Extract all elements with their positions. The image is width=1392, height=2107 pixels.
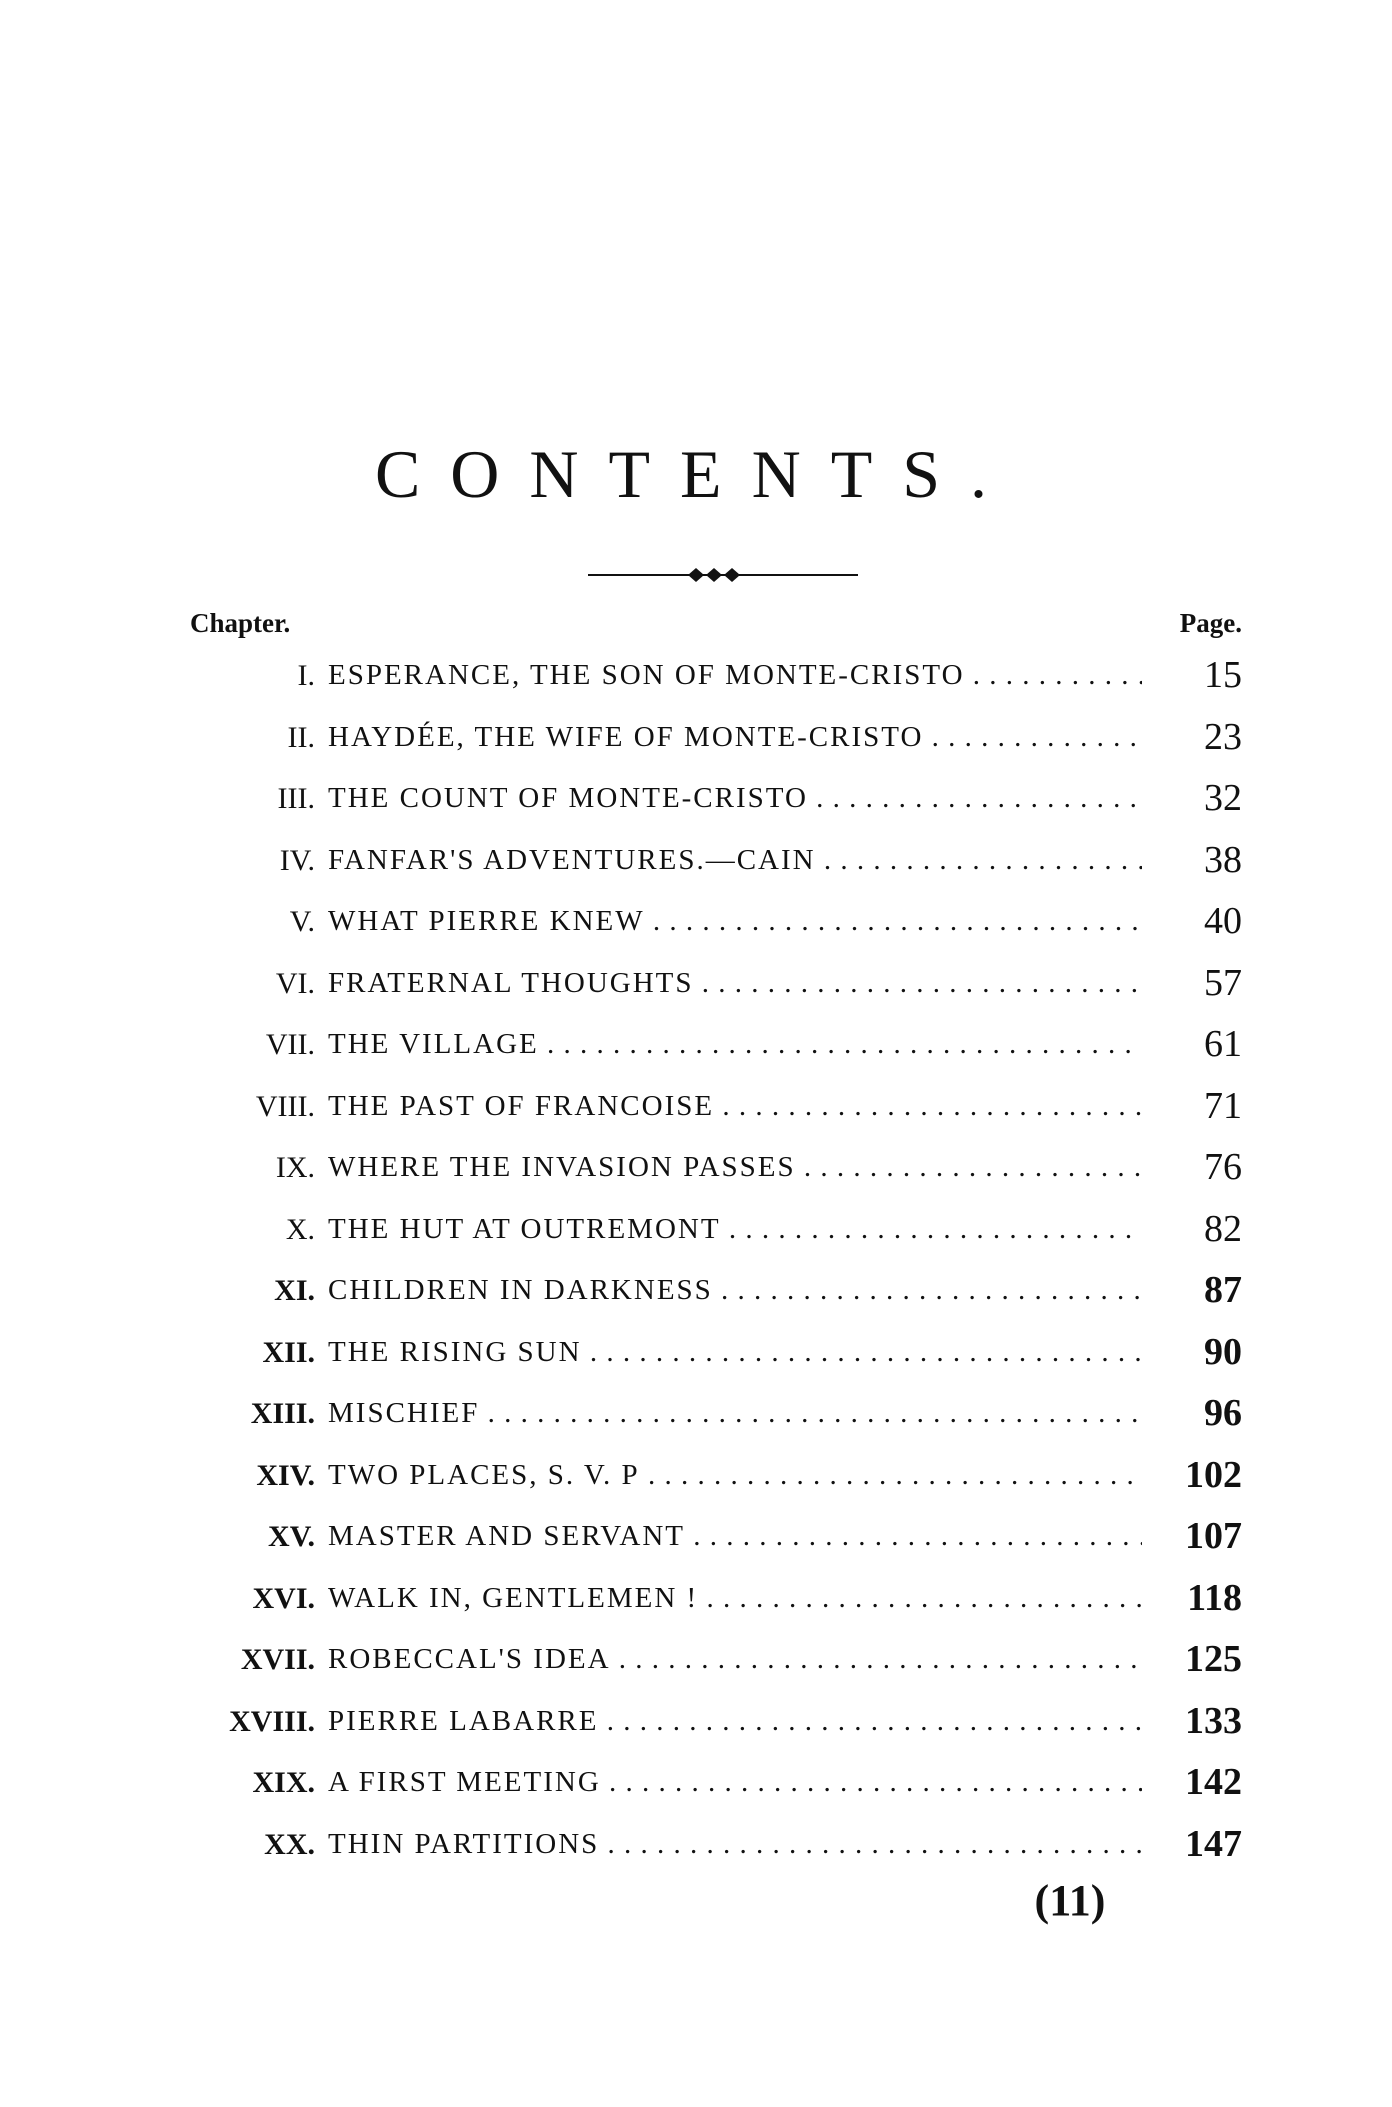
toc-entry[interactable] <box>190 1568 1242 1630</box>
toc-entry[interactable] <box>190 707 1242 769</box>
chapter-number: IX. <box>275 1151 315 1184</box>
page-number: 90 <box>1204 1330 1242 1373</box>
chapter-number: IV. <box>279 843 315 877</box>
page-number: 23 <box>1204 715 1242 758</box>
chapter-title: A FIRST MEETING . . . <box>328 1752 1142 1814</box>
chapter-number: XIX. <box>252 1766 315 1799</box>
page-number: 76 <box>1204 1146 1242 1188</box>
toc-entry[interactable] <box>190 645 1242 707</box>
chapter-title: HAYDÉE, THE WIFE OF MONTE-CRISTO . . . <box>328 707 1142 769</box>
toc-entry[interactable] <box>190 1199 1242 1261</box>
page-number: 40 <box>1204 900 1242 942</box>
page-number: 32 <box>1204 777 1242 819</box>
toc-header <box>190 608 1242 644</box>
chapter-number: XIII. <box>250 1397 315 1430</box>
chapter-column-label: Chapter. <box>190 608 291 638</box>
chapter-title: FANFAR'S ADVENTURES.—CAIN . . . <box>328 830 1142 892</box>
page-number: 38 <box>1204 838 1242 881</box>
chapter-title: PIERRE LABARRE . . . <box>328 1691 1142 1753</box>
chapter-title: ESPERANCE, THE SON OF MONTE-CRISTO . . . <box>328 645 1142 707</box>
toc-entry[interactable] <box>190 1814 1242 1876</box>
chapter-number: XVIII. <box>229 1704 315 1738</box>
chapter-number: I. <box>297 659 315 692</box>
chapter-number: XX. <box>264 1827 315 1861</box>
toc-entry[interactable] <box>190 1322 1242 1384</box>
chapter-title: WHAT PIERRE KNEW . . . <box>328 891 1142 953</box>
chapter-number: V. <box>289 905 315 938</box>
page-title: CONTENTS. <box>374 436 1018 512</box>
chapter-title: THE PAST OF FRANCOISE . . . <box>328 1076 1142 1138</box>
toc-entry[interactable] <box>190 953 1242 1015</box>
page-number: 102 <box>1185 1453 1242 1496</box>
toc-entry[interactable] <box>190 891 1242 953</box>
chapter-title: MASTER AND SERVANT . . . <box>328 1506 1142 1568</box>
page-number: 96 <box>1204 1392 1242 1434</box>
toc-entry[interactable] <box>190 830 1242 892</box>
chapter-number: VIII. <box>255 1089 315 1123</box>
page-number: 57 <box>1204 961 1242 1004</box>
chapter-title: WALK IN, GENTLEMEN ! . . . <box>328 1568 1142 1630</box>
chapter-number: VII. <box>265 1028 315 1061</box>
page-number: 125 <box>1185 1638 1242 1680</box>
toc-entry[interactable] <box>190 1445 1242 1507</box>
toc-entry[interactable] <box>190 1506 1242 1568</box>
chapter-title: THE HUT AT OUTREMONT . . . <box>328 1199 1142 1261</box>
toc-entry[interactable] <box>190 1260 1242 1322</box>
chapter-number: XI. <box>274 1274 315 1307</box>
toc-entry[interactable] <box>190 1752 1242 1814</box>
ornament-divider <box>588 565 858 585</box>
toc-entry[interactable] <box>190 1137 1242 1199</box>
toc-entry[interactable] <box>190 1691 1242 1753</box>
chapter-title: THIN PARTITIONS . . . <box>328 1814 1142 1876</box>
page-number: 61 <box>1204 1023 1242 1065</box>
page-number: 142 <box>1185 1761 1242 1803</box>
chapter-number: XV. <box>268 1520 315 1553</box>
page-number: 147 <box>1185 1822 1242 1865</box>
chapter-title: ROBECCAL'S IDEA . . . <box>328 1629 1142 1691</box>
toc-entry[interactable] <box>190 1014 1242 1076</box>
page-number: 15 <box>1204 654 1242 696</box>
toc-entry[interactable] <box>190 1629 1242 1691</box>
chapter-title: THE COUNT OF MONTE-CRISTO . . . <box>328 768 1142 830</box>
toc-entry[interactable] <box>190 1076 1242 1138</box>
chapter-title: THE VILLAGE . . . <box>328 1014 1142 1076</box>
page-number: 118 <box>1187 1576 1242 1619</box>
toc-entry[interactable] <box>190 1383 1242 1445</box>
chapter-number: X. <box>285 1212 315 1246</box>
chapter-number: XII. <box>262 1335 315 1369</box>
chapter-title: MISCHIEF . . . <box>328 1383 1142 1445</box>
page-number: 87 <box>1204 1269 1242 1311</box>
table-of-contents <box>190 645 1242 1875</box>
page-number: 107 <box>1185 1515 1242 1557</box>
page-column-label: Page. <box>1179 608 1242 638</box>
page-number: 82 <box>1204 1207 1242 1250</box>
chapter-number: XIV. <box>256 1458 315 1492</box>
page-folio: (11) <box>1034 1876 1106 1925</box>
chapter-number: III. <box>277 782 315 815</box>
chapter-title: WHERE THE INVASION PASSES . . . <box>328 1137 1142 1199</box>
chapter-title: FRATERNAL THOUGHTS . . . <box>328 953 1142 1015</box>
chapter-number: XVII. <box>240 1643 315 1676</box>
page-number: 133 <box>1185 1699 1242 1742</box>
toc-entry[interactable] <box>190 768 1242 830</box>
chapter-title: THE RISING SUN . . . <box>328 1322 1142 1384</box>
chapter-title: TWO PLACES, S. V. P . . . <box>328 1445 1142 1507</box>
chapter-title: CHILDREN IN DARKNESS . . . <box>328 1260 1142 1322</box>
page-number: 71 <box>1204 1084 1242 1127</box>
chapter-number: XVI. <box>252 1581 315 1615</box>
chapter-number: VI. <box>275 966 315 1000</box>
chapter-number: II. <box>287 720 315 754</box>
